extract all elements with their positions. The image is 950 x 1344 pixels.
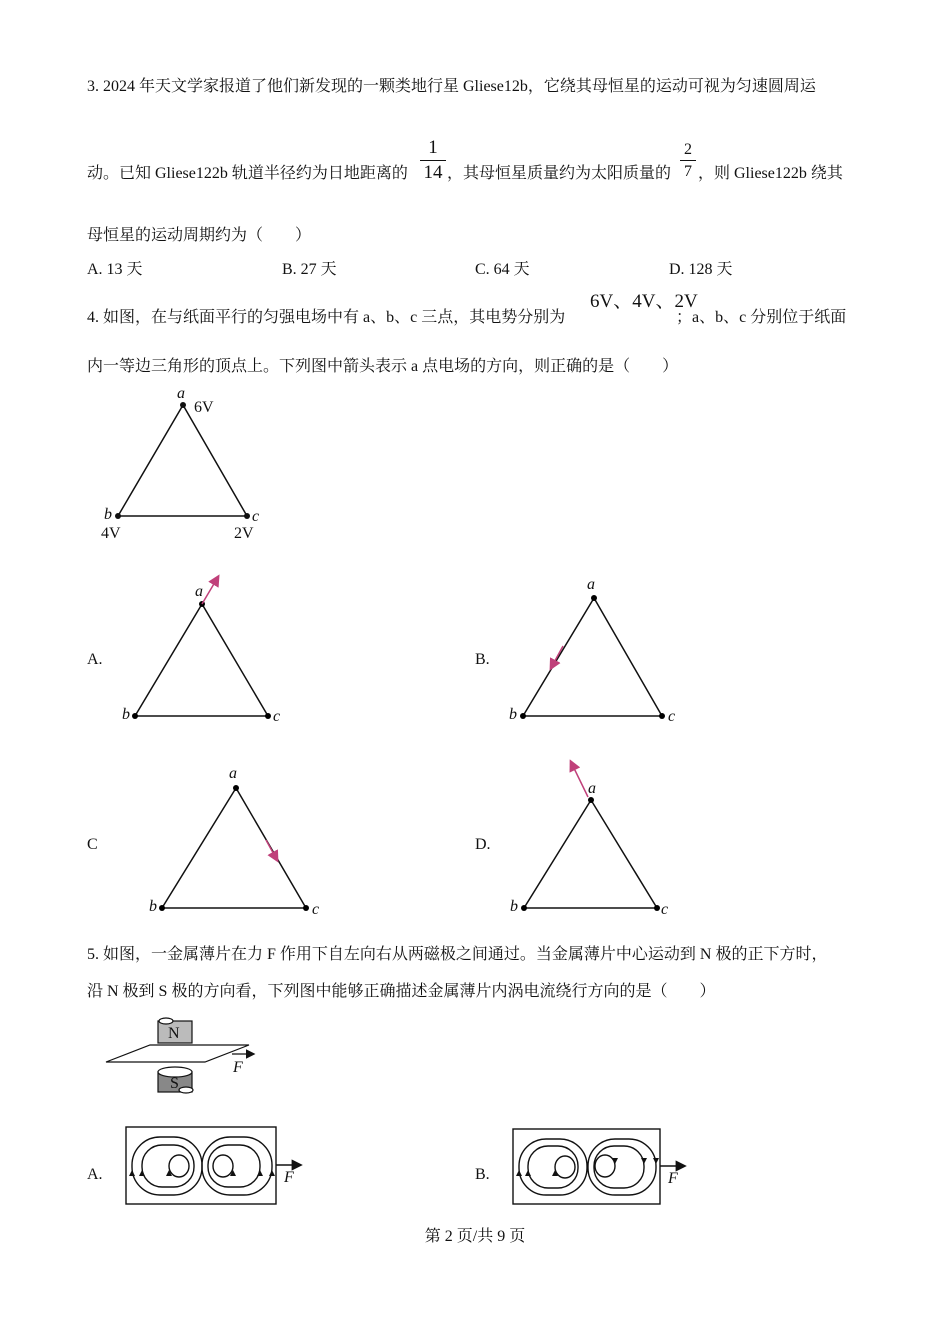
q4-option-c-label: C [87,836,98,853]
q4-option-a-label: A. [87,651,103,668]
vertex-a-label: a [177,385,185,402]
q4-option-d-label: D. [475,836,491,853]
q3-line2-a: 动。已知 Gliese122b 轨道半径约为日地距离的 [87,165,408,182]
q3-line1: 3. 2024 年天文学家报道了他们新发现的一颗类地行星 Gliese12b，它绕其母恒星的运动可视为匀速圆周运 [87,78,816,95]
force-label: F [233,1059,243,1076]
potential-b: 4V [101,525,121,542]
vertex-c-label: c [273,708,281,725]
triangle-vertices [115,402,250,519]
vertex-b-label: b [149,898,157,915]
q4-line1-a: 4. 如图，在与纸面平行的匀强电场中有 a、b、c 三点，其电势分别为 [87,309,566,326]
q4-line2: 内一等边三角形的顶点上。下列图中箭头表示 a 点电场的方向，则正确的是（ ） [87,358,679,375]
fraction-numerator: 2 [684,141,692,158]
vertex-a-label: a [195,583,203,600]
vertex-a-label: a [588,780,596,797]
q3-option-d: D. 128 天 [669,261,733,278]
field-arrow [266,840,277,860]
q4-line1-b: ；a、b、c 分别位于纸面 [676,309,847,326]
vertex-b-label: b [510,898,518,915]
vertex-c-label: c [668,708,676,725]
q4-option-b-label: B. [475,651,490,668]
potential-a: 6V [194,399,214,416]
q5-option-a-figure [126,1127,300,1204]
q4-main-triangle [118,405,247,516]
vertex-c-label: c [252,508,260,525]
q3-line3: 母恒星的运动周期约为（ ） [87,227,312,244]
q5-line1: 5. 如图，一金属薄片在力 F 作用下自左向右从两磁极之间通过。当金属薄片中心运动到 N 极的正下方时， [87,946,828,963]
vertex-b-label: b [104,506,112,523]
q4-option-a-figure [122,577,280,725]
vertex-a-label: a [229,765,237,782]
vertex-b-label: b [122,706,130,723]
q3-option-a: A. 13 天 [87,261,143,278]
q4-option-b-figure [509,576,675,725]
q4-potentials: 6V、4V、2V [590,291,698,312]
force-label: F [668,1170,678,1187]
q5-option-b-label: B. [475,1166,490,1183]
q3-option-b: B. 27 天 [282,261,337,278]
q5-option-b-figure [513,1129,684,1204]
north-label: N [168,1025,180,1042]
q4-option-c-figure [149,765,319,918]
q4-option-d-figure [510,762,668,918]
field-arrow [571,762,588,797]
fraction-denominator: 14 [423,162,443,183]
q3-option-c: C. 64 天 [475,261,530,278]
vertex-b-label: b [509,706,517,723]
q5-line2: 沿 N 极到 S 极的方向看，下列图中能够正确描述金属薄片内涡电流绕行方向的是（ ） [87,983,716,1000]
q5-option-a-label: A. [87,1166,103,1183]
field-arrow [202,577,218,604]
q3-line2-c: ，则 Gliese122b 绕其 [698,165,843,182]
field-arrow [551,646,563,668]
vertex-c-label: c [312,901,320,918]
south-label: S [170,1075,179,1092]
potential-c: 2V [234,525,254,542]
page-footer: 第 2 页/共 9 页 [424,1228,526,1245]
vertex-c-label: c [661,901,669,918]
metal-sheet [106,1045,249,1062]
fraction-numerator: 1 [428,137,438,158]
fraction-denominator: 7 [684,163,692,180]
force-label: F [284,1169,294,1186]
vertex-a-label: a [587,576,595,593]
q3-line2-b: ，其母恒星质量约为太阳质量的 [447,165,672,182]
